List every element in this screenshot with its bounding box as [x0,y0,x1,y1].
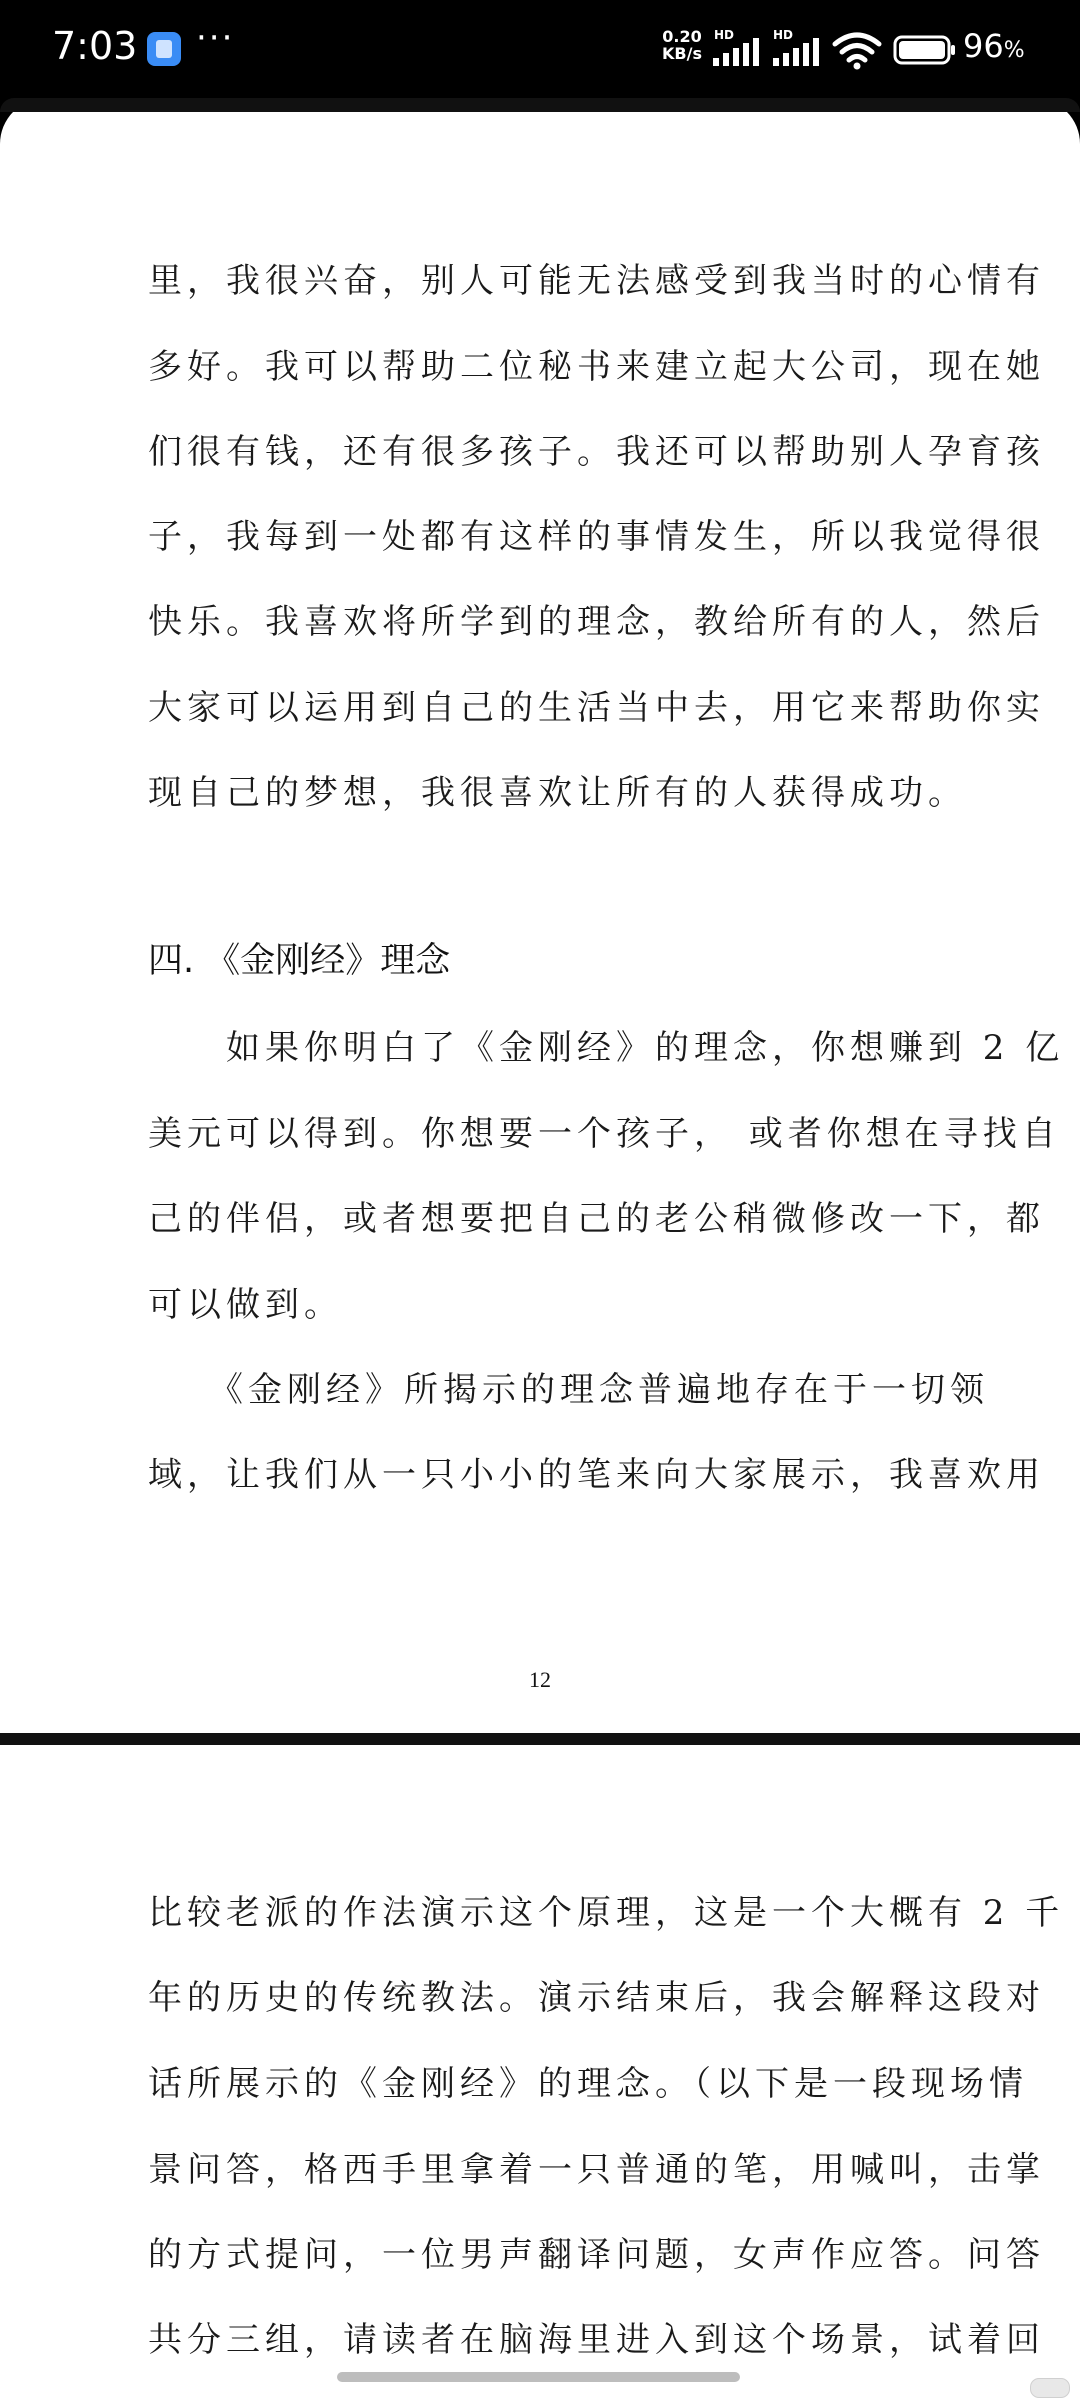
more-notifications-icon: ··· [196,18,235,58]
text-line: 多好。我可以帮助二位秘书来建立起大公司，现在她 [148,347,1045,387]
floating-badge-icon[interactable] [1030,2378,1070,2398]
text-line: 大家可以运用到自己的生活当中去，用它来帮助你实 [148,688,1045,728]
sim2-hd-label: HD [773,28,794,42]
network-speed [662,28,702,62]
text-line: 现自己的梦想，我很喜欢让所有的人获得成功。 [148,773,967,813]
text-line: 可以做到。 [148,1285,343,1325]
text-line: 共分三组，请读者在脑海里进入到这个场景，试着回 [148,2320,1045,2360]
sim1-hd-label: HD [714,28,735,42]
text-line: 美元可以得到。你想要一个孩子， 或者你想在寻找自 [148,1114,1061,1154]
page-divider [0,1733,1080,1745]
battery-icon [893,35,957,65]
signal-icon [713,38,765,66]
text-line: 《金刚经》所揭示的理念普遍地存在于一切领 [148,1370,989,1410]
network-speed-unit: KB/s [662,44,702,63]
signal-icon [773,38,825,66]
text-line: 景问答，格西手里拿着一只普通的笔，用喊叫，击掌 [148,2150,1045,2190]
wifi-icon [832,30,882,70]
text-line: 快乐。我喜欢将所学到的理念，教给所有的人，然后 [148,602,1045,642]
app-icon [147,32,181,66]
home-indicator[interactable] [337,2372,740,2382]
text-line: 如果你明白了《金刚经》的理念，你想赚到 2 亿 [148,1028,1065,1068]
status-time: 7:03 [52,24,138,68]
text-line: 域，让我们从一只小小的笔来向大家展示，我喜欢用 [148,1455,1045,1495]
text-line: 子，我每到一处都有这样的事情发生，所以我觉得很 [148,517,1045,557]
battery-percent-value: 96 [963,27,1004,65]
section-heading: 四. 《金刚经》理念 [148,941,451,981]
text-line: 的方式提问，一位男声翻译问题，女声作应答。问答 [148,2235,1045,2275]
page-number: 12 [529,1667,551,1692]
text-line: 里，我很兴奋，别人可能无法感受到我当时的心情有 [148,261,1045,301]
document-page[interactable] [0,1745,1080,2401]
text-line: 话所展示的《金刚经》的理念。（以下是一段现场情 [148,2064,1028,2104]
text-line: 比较老派的作法演示这个原理，这是一个大概有 2 千 [148,1893,1065,1933]
text-line: 们很有钱，还有很多孩子。我还可以帮助别人孕育孩 [148,432,1045,472]
network-speed-value: 0.20 [662,27,702,46]
battery-percent-unit: % [1003,38,1025,63]
battery-percent [963,27,1025,65]
status-bar [0,0,1080,95]
text-line: 己的伴侣，或者想要把自己的老公稍微修改一下，都 [148,1199,1045,1239]
document-page[interactable] [0,98,1080,1733]
text-line: 年的历史的传统教法。演示结束后，我会解释这段对 [148,1978,1045,2018]
